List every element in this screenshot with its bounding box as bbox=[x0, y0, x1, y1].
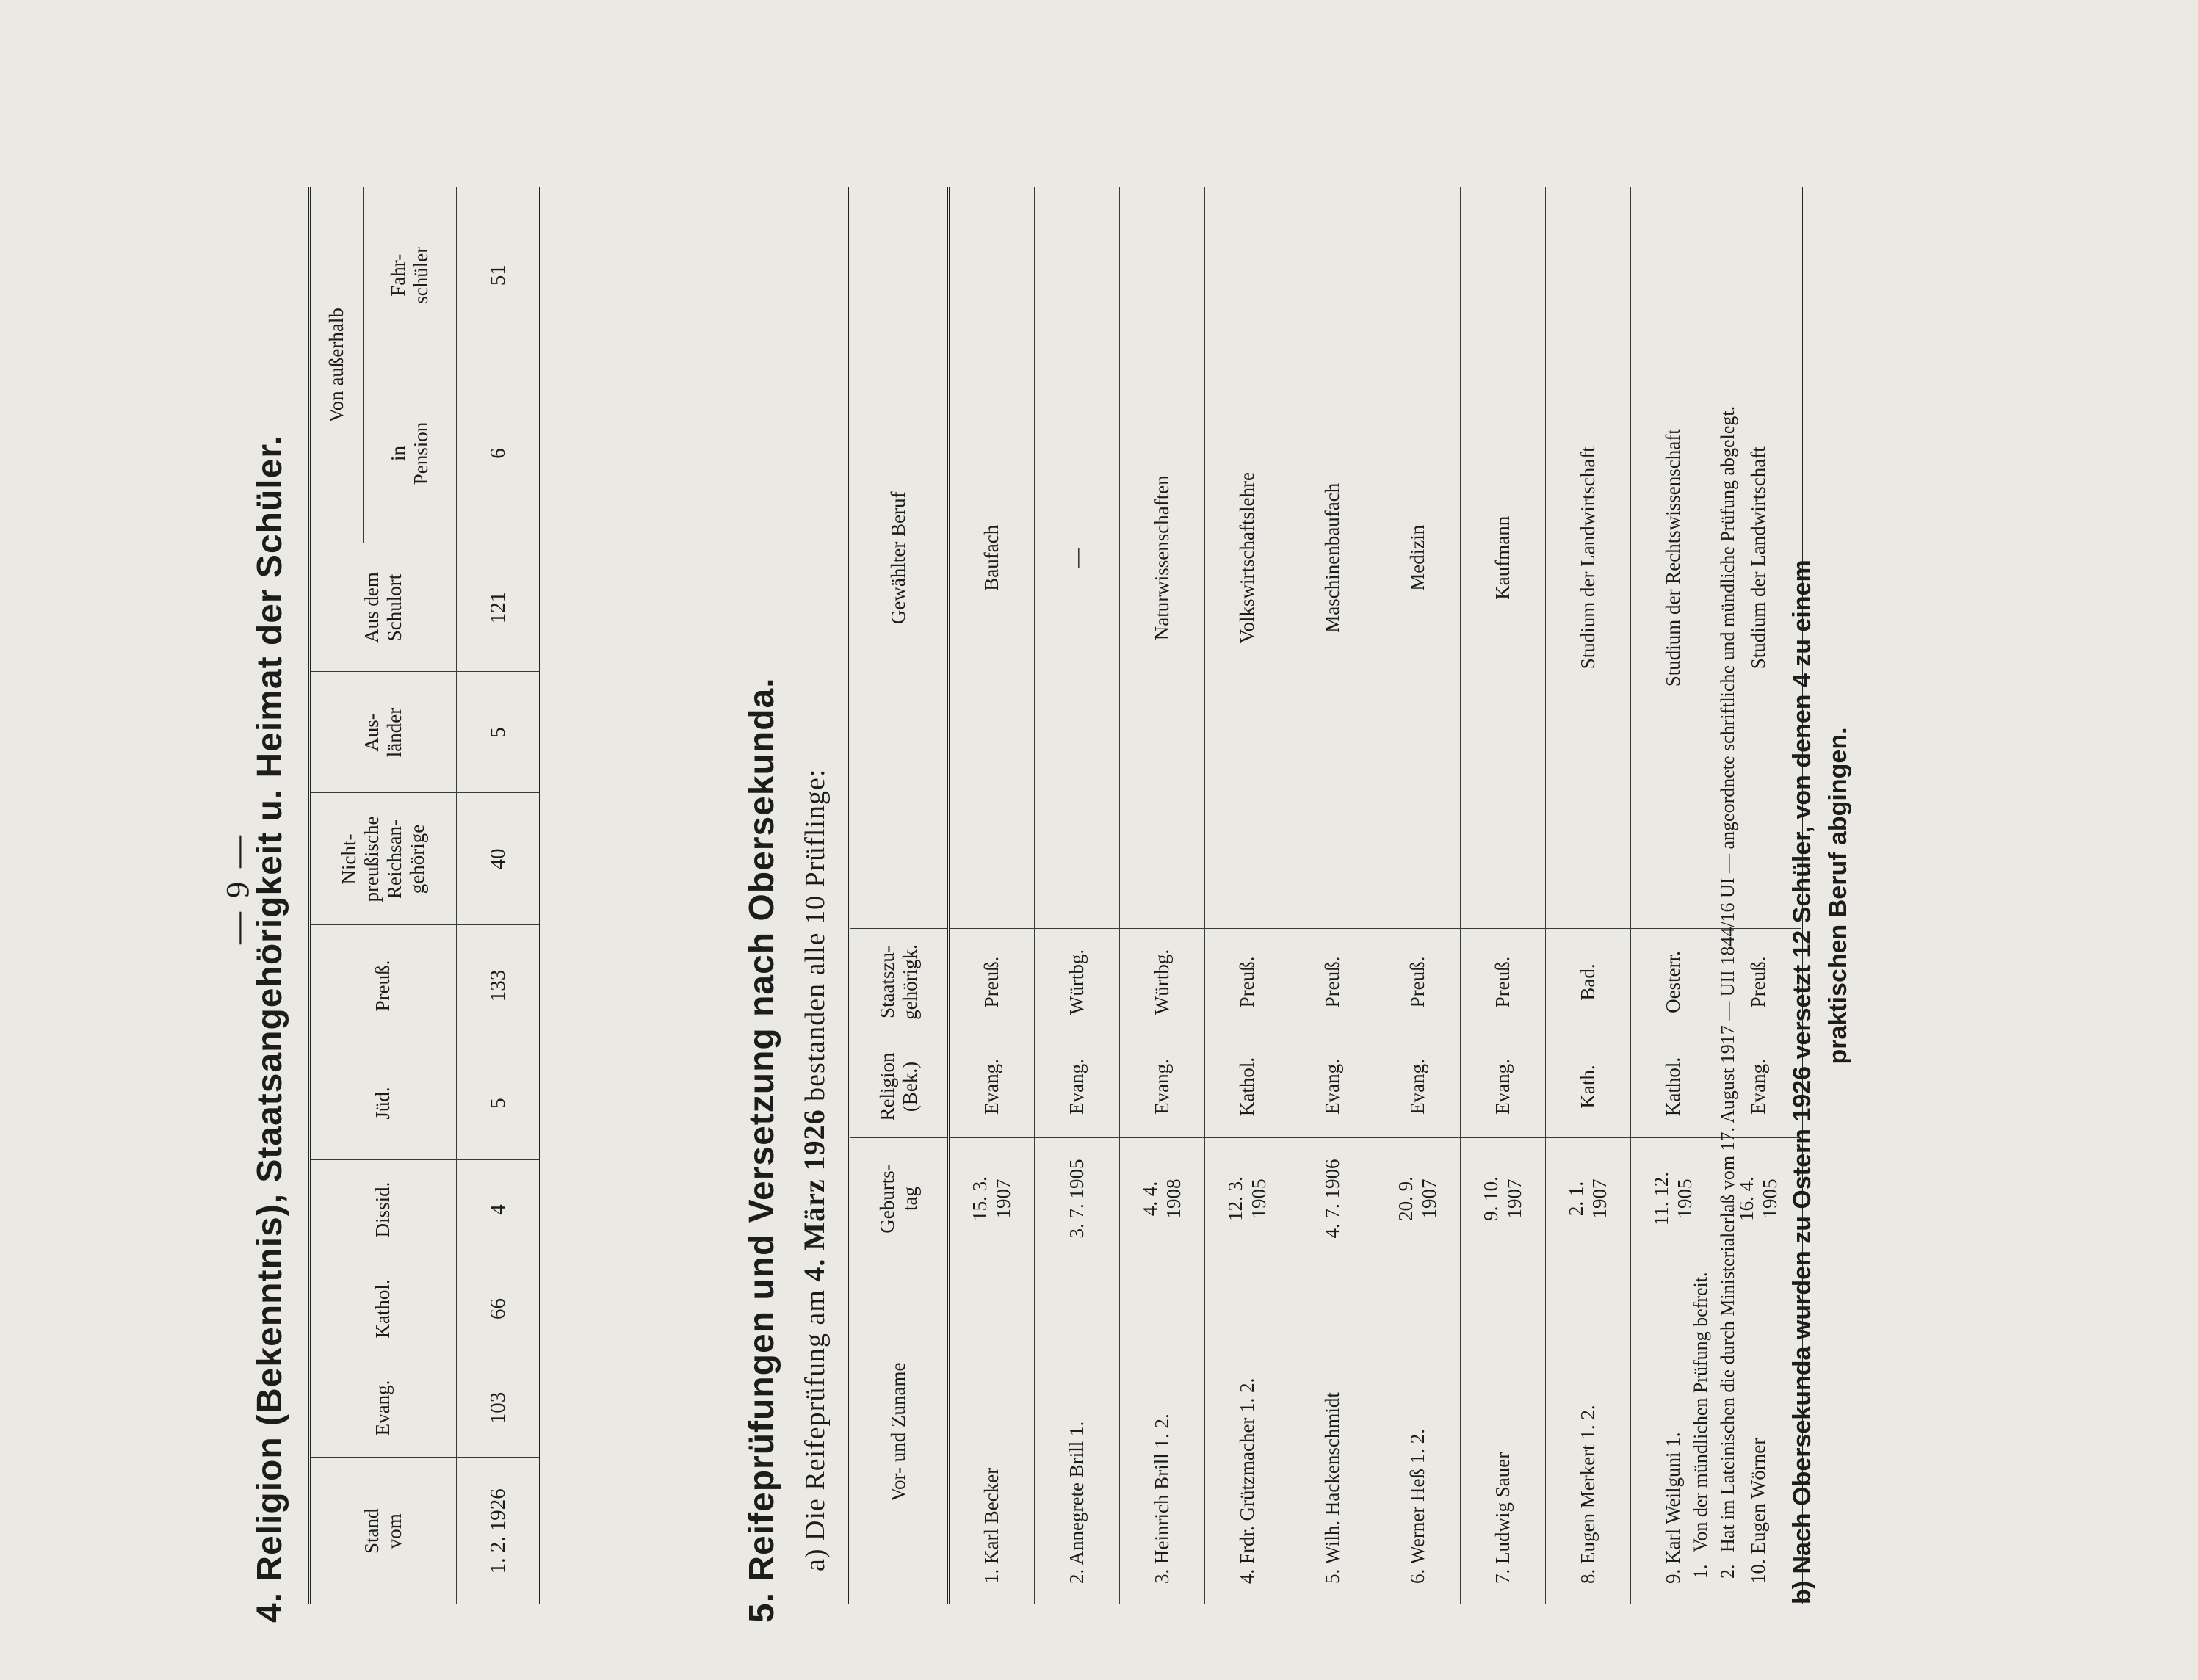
cell-evang: 103 bbox=[457, 1358, 541, 1458]
subsection-a bbox=[797, 769, 831, 1571]
cell-beruf: Medizin bbox=[1375, 187, 1461, 929]
header-kathol: Kathol. bbox=[310, 1259, 457, 1358]
footnote bbox=[1689, 198, 1713, 1579]
table-row bbox=[949, 187, 1035, 1604]
header-stand: Stand vom bbox=[310, 1458, 457, 1604]
cell-birth: 16. 4. 1905 bbox=[1716, 1138, 1802, 1259]
cell-nichtpreuss: 40 bbox=[457, 793, 541, 925]
header-evang: Evang. bbox=[310, 1358, 457, 1458]
subsection-b-line2: praktischen Beruf abgingen. bbox=[1824, 727, 1853, 1065]
cell-religion: Evang. bbox=[1461, 1035, 1546, 1138]
header-dissid: Dissid. bbox=[310, 1160, 457, 1259]
cell-beruf: — bbox=[1035, 187, 1120, 929]
cell-name: 9. Karl Weilguni 1. bbox=[1631, 1259, 1716, 1604]
cell-name: 10. Eugen Wörner bbox=[1716, 1259, 1802, 1604]
cell-birth: 3. 7. 1905 bbox=[1035, 1138, 1120, 1259]
cell-staat: Oesterr. bbox=[1631, 929, 1716, 1035]
cell-name: 1. Karl Becker bbox=[949, 1259, 1035, 1604]
footnotes bbox=[1689, 198, 1743, 1579]
cell-staat: Würtbg. bbox=[1120, 929, 1205, 1035]
section-5-title: 5. Reifeprüfungen und Versetzung nach Obersekunda. bbox=[742, 677, 781, 1623]
table-row bbox=[1205, 187, 1290, 1604]
cell-jued: 5 bbox=[457, 1046, 541, 1160]
subsection-a-suffix: bestanden alle 10 Prüflinge: bbox=[800, 768, 831, 1101]
cell-beruf: Studium der Landwirtschaft bbox=[1546, 187, 1631, 929]
table-row bbox=[1375, 187, 1461, 1604]
cell-beruf: Baufach bbox=[949, 187, 1035, 929]
cell-name: 8. Eugen Merkert 1. 2. bbox=[1546, 1259, 1631, 1604]
cell-birth: 11. 12. 1905 bbox=[1631, 1138, 1716, 1259]
cell-schulort: 121 bbox=[457, 543, 541, 672]
cell-religion: Kathol. bbox=[1631, 1035, 1716, 1138]
cell-religion: Evang. bbox=[1035, 1035, 1120, 1138]
header-geburtstag: Geburts- tag bbox=[850, 1138, 949, 1259]
cell-preuss: 133 bbox=[457, 925, 541, 1046]
cell-birth: 12. 3. 1905 bbox=[1205, 1138, 1290, 1259]
cell-staat: Preuß. bbox=[1290, 929, 1375, 1035]
cell-pension: 6 bbox=[457, 363, 541, 543]
exam-date: 4. März 1926 bbox=[798, 1109, 831, 1282]
cell-date: 1. 2. 1926 bbox=[457, 1458, 541, 1604]
cell-staat: Würtbg. bbox=[1035, 929, 1120, 1035]
cell-auslaender: 5 bbox=[457, 672, 541, 793]
cell-birth: 2. 1. 1907 bbox=[1546, 1138, 1631, 1259]
cell-beruf: Volkswirtschaftslehre bbox=[1205, 187, 1290, 929]
cell-staat: Preuß. bbox=[1461, 929, 1546, 1035]
cell-staat: Bad. bbox=[1546, 929, 1631, 1035]
page-number: — 9 — bbox=[220, 833, 256, 944]
cell-religion: Evang. bbox=[949, 1035, 1035, 1138]
section-4-title: 4. Religion (Bekenntnis), Staatsangehörigkeit u. Heimat der Schüler. bbox=[250, 435, 289, 1623]
footnote-text: Hat im Lateinischen die durch Ministerialerlaß vom 17. August 1917 — UII 1844/16 UI — angeordnete schriftliche und mündliche Prüfung abgelegt. bbox=[1716, 405, 1738, 1552]
cell-beruf: Studium der Rechtswissenschaft bbox=[1631, 187, 1716, 929]
cell-religion: Kathol. bbox=[1205, 1035, 1290, 1138]
cell-religion: Evang. bbox=[1716, 1035, 1802, 1138]
table-row bbox=[1035, 187, 1120, 1604]
header-preuss: Preuß. bbox=[310, 925, 457, 1046]
cell-name: 5. Wilh. Hackenschmidt bbox=[1290, 1259, 1375, 1604]
header-jued: Jüd. bbox=[310, 1046, 457, 1160]
cell-religion: Evang. bbox=[1120, 1035, 1205, 1138]
footnote-text: Von der mündlichen Prüfung befreit. bbox=[1690, 1272, 1711, 1552]
cell-name: 3. Heinrich Brill 1. 2. bbox=[1120, 1259, 1205, 1604]
table-row bbox=[457, 187, 541, 1604]
cell-religion: Evang. bbox=[1290, 1035, 1375, 1138]
subsection-a-prefix: a) Die Reifeprüfung am bbox=[800, 1289, 831, 1571]
table-row bbox=[1120, 187, 1205, 1604]
header-name: Vor- und Zuname bbox=[850, 1259, 949, 1604]
footnote-number: 2. bbox=[1716, 1564, 1738, 1579]
cell-beruf: Maschinenbaufach bbox=[1290, 187, 1375, 929]
religion-citizenship-table bbox=[308, 187, 541, 1604]
cell-name: 7. Ludwig Sauer bbox=[1461, 1259, 1546, 1604]
subsection-b bbox=[1785, 187, 1857, 1604]
cell-name: 4. Frdr. Grützmacher 1. 2. bbox=[1205, 1259, 1290, 1604]
header-schulort: Aus dem Schulort bbox=[310, 543, 457, 672]
cell-birth: 15. 3. 1907 bbox=[949, 1138, 1035, 1259]
cell-fahrschueler: 51 bbox=[457, 187, 541, 363]
header-religion: Religion (Bek.) bbox=[850, 1035, 949, 1138]
cell-religion: Kath. bbox=[1546, 1035, 1631, 1138]
header-ausserhalb: Von außerhalb bbox=[310, 187, 364, 543]
header-pension: in Pension bbox=[364, 363, 457, 543]
header-staat: Staatszu- gehörigk. bbox=[850, 929, 949, 1035]
cell-beruf: Naturwissenschaften bbox=[1120, 187, 1205, 929]
cell-beruf: Studium der Landwirtschaft bbox=[1716, 187, 1802, 929]
cell-name: 2. Annegrete Brill 1. bbox=[1035, 1259, 1120, 1604]
cell-birth: 4. 4. 1908 bbox=[1120, 1138, 1205, 1259]
cell-birth: 9. 10. 1907 bbox=[1461, 1138, 1546, 1259]
table-row bbox=[1290, 187, 1375, 1604]
footnote bbox=[1716, 198, 1740, 1579]
cell-religion: Evang. bbox=[1375, 1035, 1461, 1138]
footnote-number: 1. bbox=[1690, 1564, 1711, 1579]
cell-name: 6. Werner Heß 1. 2. bbox=[1375, 1259, 1461, 1604]
cell-birth: 20. 9. 1907 bbox=[1375, 1138, 1461, 1259]
header-nichtpreuss: Nicht- preußische Reichsan- gehörige bbox=[310, 793, 457, 925]
cell-staat: Preuß. bbox=[949, 929, 1035, 1035]
cell-staat: Preuß. bbox=[1375, 929, 1461, 1035]
exam-results-table bbox=[848, 187, 1803, 1604]
cell-birth: 4. 7. 1906 bbox=[1290, 1138, 1375, 1259]
header-beruf: Gewählter Beruf bbox=[850, 187, 949, 929]
cell-beruf: Kaufmann bbox=[1461, 187, 1546, 929]
table-row bbox=[1546, 187, 1631, 1604]
rotated-page bbox=[184, 154, 2130, 1623]
header-auslaender: Aus- länder bbox=[310, 672, 457, 793]
cell-kathol: 66 bbox=[457, 1259, 541, 1358]
cell-staat: Preuß. bbox=[1205, 929, 1290, 1035]
subsection-b-line1: b) Nach Obersekunda wurden zu Ostern 1926 versetzt 12 Schüler, von denen 4 zu einem bbox=[1788, 560, 1816, 1604]
header-fahrschueler: Fahr- schüler bbox=[364, 187, 457, 363]
table-row bbox=[1461, 187, 1546, 1604]
cell-staat: Preuß. bbox=[1716, 929, 1802, 1035]
cell-dissid: 4 bbox=[457, 1160, 541, 1259]
